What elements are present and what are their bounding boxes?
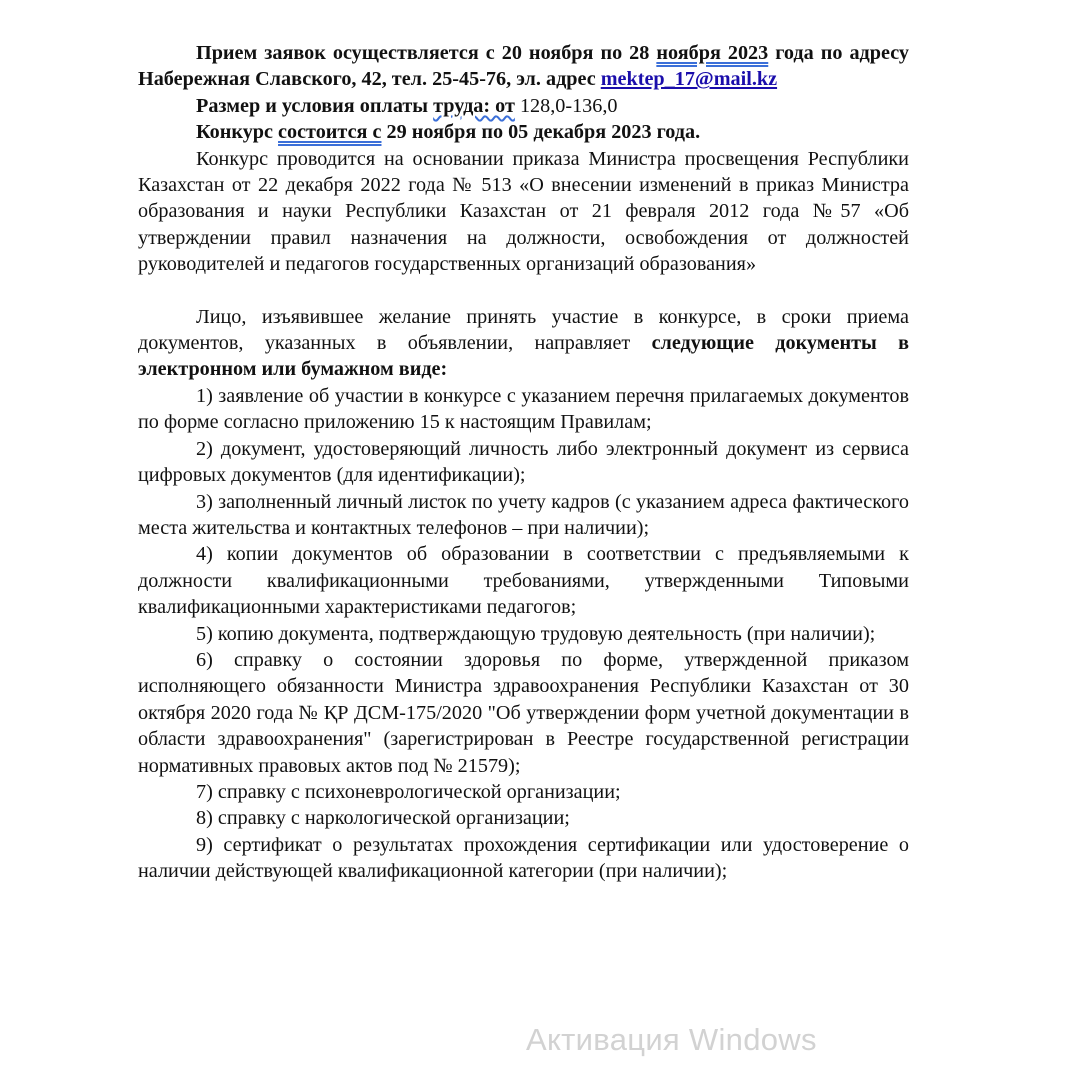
contest-underlined: состоится с <box>278 121 382 144</box>
email-link[interactable]: mektep_17@mail.kz <box>600 68 778 91</box>
document-item: 6) справку о состоянии здоровья по форме, утвержденной приказом исполняющего обязанности Министра здравоохранения Республики Казахстан от 30 октября 2020 года № ҚР ДСМ-175/2020 "Об утверждении форм учетной документации в области здравоохранения" (зарегистрирован в Реестре государственной регистрации нормативных правовых актов под № 21579); <box>138 648 909 777</box>
contest-dates: 29 ноября по 05 декабря 2023 года. <box>381 121 701 144</box>
documents-intro-text: Лицо, изъявившее желание принять участие в конкурсе, в сроки приема документов, указанных в объявлении, направляет <box>138 305 909 355</box>
document-item: 8) справку с наркологической организации; <box>196 807 570 830</box>
document-item: 1) заявление об участии в конкурсе с указанием перечня прилагаемых документов по форме согласно приложению 15 к настоящим Правилам; <box>138 384 909 434</box>
windows-activation-watermark: Активация Windows <box>526 1022 817 1057</box>
applications-date-underlined: ноября 2023 <box>656 42 769 64</box>
document-item: 4) копии документов об образовании в соответствии с предъявляемыми к должности квалификационными требованиями, утвержденными Типовыми квалификационными характеристиками педагогов; <box>138 543 909 619</box>
document-item: 5) копию документа, подтверждающую трудовую деятельность (при наличии); <box>196 622 876 645</box>
legal-basis-paragraph: Конкурс проводится на основании приказа Министра просвещения Республики Казахстан от 22 декабря 2022 года № 513 «О внесении изменений в приказ Министра образования и науки Республики Казахстан от 21 февраля 2012 года №57 «Об утверждении правил назначения на должности, освобождения от должностей руководителей и педагогов государственных организаций образования» <box>138 147 909 276</box>
contest-label: Конкурс <box>196 121 279 144</box>
salary-value: 128,0-136,0 <box>514 94 618 117</box>
applications-address: года по адресу Набережная Славского, 42, тел. 25-45-76, эл. адрес <box>138 42 909 91</box>
salary-label: Размер и условия оплаты <box>196 94 434 117</box>
document-item: 2) документ, удостоверяющий личность либо электронный документ из сервиса цифровых документов (для идентификации); <box>138 437 909 487</box>
document-item: 3) заполненный личный листок по учету кадров (с указанием адреса фактического места жительства и контактных телефонов – при наличии); <box>138 490 909 539</box>
contest-date-paragraph <box>138 119 909 145</box>
applications-text: Прием заявок осуществляется с 20 ноября по 28 <box>196 42 657 64</box>
applications-paragraph <box>138 40 909 93</box>
document-item: 9) сертификат о результатах прохождения сертификации или удостоверение о наличии действующей квалификационной категории (при наличии); <box>138 833 909 883</box>
documents-intro-bold: следующие документы в электронном или бумажном виде: <box>138 332 910 381</box>
salary-paragraph <box>138 93 909 119</box>
document-page <box>138 40 909 885</box>
document-item: 7) справку с психоневрологической организации; <box>196 780 621 803</box>
documents-intro-paragraph <box>138 304 909 383</box>
salary-underlined: труда: от <box>433 94 515 117</box>
blank-line <box>138 278 909 304</box>
